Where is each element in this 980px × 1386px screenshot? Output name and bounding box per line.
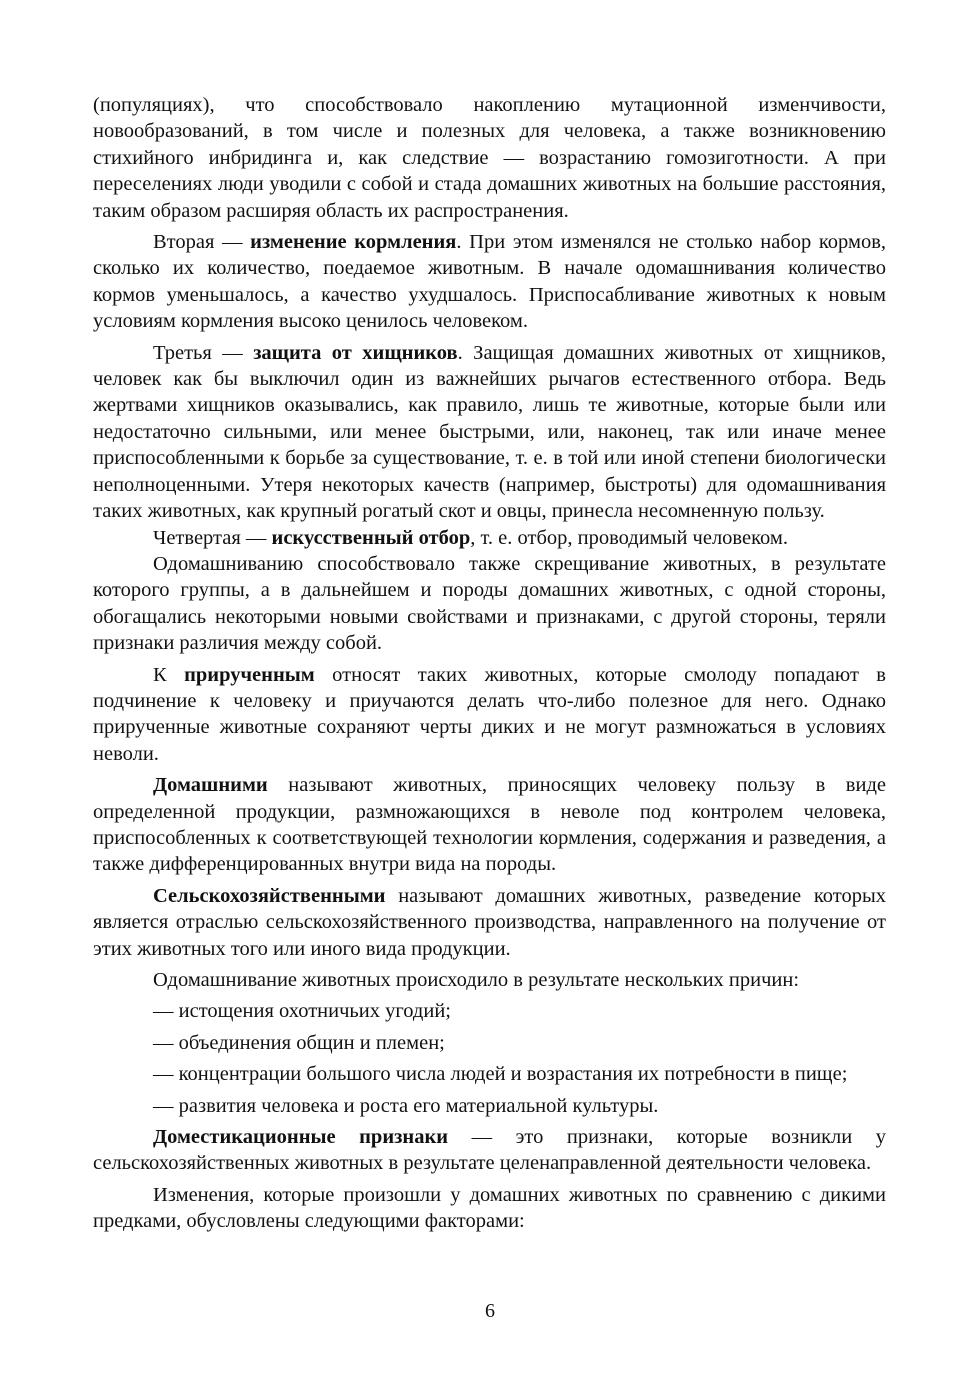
list-item-population-concentration: — концентрации большого числа людей и возрастания их потребности в пище; — [153, 1063, 848, 1086]
list-item-hunting-grounds: — истощения охотничьих угодий; — [153, 1000, 451, 1023]
term-feeding-change: изменение кормления — [250, 231, 457, 254]
paragraph-agricultural — [93, 883, 886, 962]
term-tamed: прирученным — [184, 663, 315, 686]
paragraph-body: — это признаки, которые возникли у сельскохозяйственных животных в результате целенаправленной деятельности человека. — [93, 1126, 886, 1175]
paragraph-body: относят таких животных, которые смолоду попадают в подчинение к человеку и приучаются делать что-либо полезное для него. Однако прирученные животные сохраняют черты диких и не могут размножаться в условиях неволи. — [93, 663, 886, 765]
paragraph-body: называют животных, приносящих человеку пользу в виде определенной продукции, размножающихся в неволе под контролем человека, приспособленных к соответствующей технологии кормления, содержания и разведения, а также дифференцированных внутри вида на породы. — [93, 774, 886, 876]
term-domestic: Домашними — [153, 774, 268, 797]
list-item-human-development: — развития человека и роста его материальной культуры. — [153, 1094, 659, 1117]
paragraph-domestic — [93, 772, 886, 878]
paragraph-populations: (популяциях), что способствовало накоплению мутационной изменчивости, новообразований, в том числе и полезных для человека, а также возникновению стихийного инбридинга и, как следствие — возрастанию гомозиготности. А при переселениях люди уводили с собой и стада домашних животных на большие расстояния, таким образом расширяя область их распространения. — [93, 94, 886, 222]
paragraph-prefix: Третья — — [153, 341, 254, 364]
paragraph-body: называют домашних животных, разведение которых является отраслью сельскохозяйственного производства, направленного на получение от этих животных того или иного вида продукции. — [93, 884, 886, 960]
paragraph-body: . Защищая домашних животных от хищников, человек как бы выключил один из важнейших рычагов естественного отбора. Ведь жертвами хищников оказывались, как правило, лишь те животные, которые были или недостаточно сильными, или менее быстрыми, или, наконец, так или иначе менее приспособленными к борьбе за существование, т. е. в той или иной степени биологически неполноценными. Утеря некоторых качеств (например, быстроты) для одомашнивания таких животных, как крупный рогатый скот и овцы, принесла несомненную пользу. — [93, 341, 886, 523]
paragraph-body: , т. е. отбор, проводимый человеком. — [470, 526, 788, 549]
term-agricultural: Сельскохозяйственными — [153, 884, 386, 907]
paragraph-domestication-traits — [93, 1124, 886, 1177]
paragraph-feeding-change — [93, 229, 886, 335]
paragraph-changes-factors: Изменения, которые произошли у домашних животных по сравнению с дикими предками, обусловлены следующими факторами: — [93, 1183, 886, 1233]
paragraph-predator-protection — [93, 340, 886, 525]
paragraph-tamed — [93, 662, 886, 768]
page-number: 6 — [485, 1300, 495, 1322]
term-predator-protection: защита от хищников — [253, 341, 458, 364]
paragraph-prefix: К — [153, 663, 185, 686]
paragraph-body: . При этом изменялся не столько набор кормов, сколько их количество, поедаемое животным. В начале одомашнивания количество кормов уменьшалось, а качество ухудшалось. Приспосабливание животных к новым условиям кормления высоко ценилось человеком. — [93, 231, 887, 333]
term-artificial-selection: искусственный отбор — [271, 526, 471, 549]
paragraph-prefix: Четвертая — — [153, 526, 272, 549]
list-item-communities: — объединения общин и племен; — [153, 1031, 445, 1054]
paragraph-prefix: Вторая — — [153, 231, 251, 254]
paragraph-artificial-selection — [93, 525, 886, 551]
term-domestication-traits: Доместикационные признаки — [153, 1126, 449, 1149]
paragraph-crossbreeding: Одомашниванию способствовало также скрещивание животных, в результате которого группы, а в дальнейшем и породы домашних животных, с одной стороны, обогащались некоторыми новыми свойствами и признаками, с другой стороны, теряли признаки различия между собой. — [93, 552, 886, 655]
paragraph-reasons-intro: Одомашнивание животных происходило в результате нескольких причин: — [153, 969, 800, 991]
page-body — [93, 92, 886, 1235]
